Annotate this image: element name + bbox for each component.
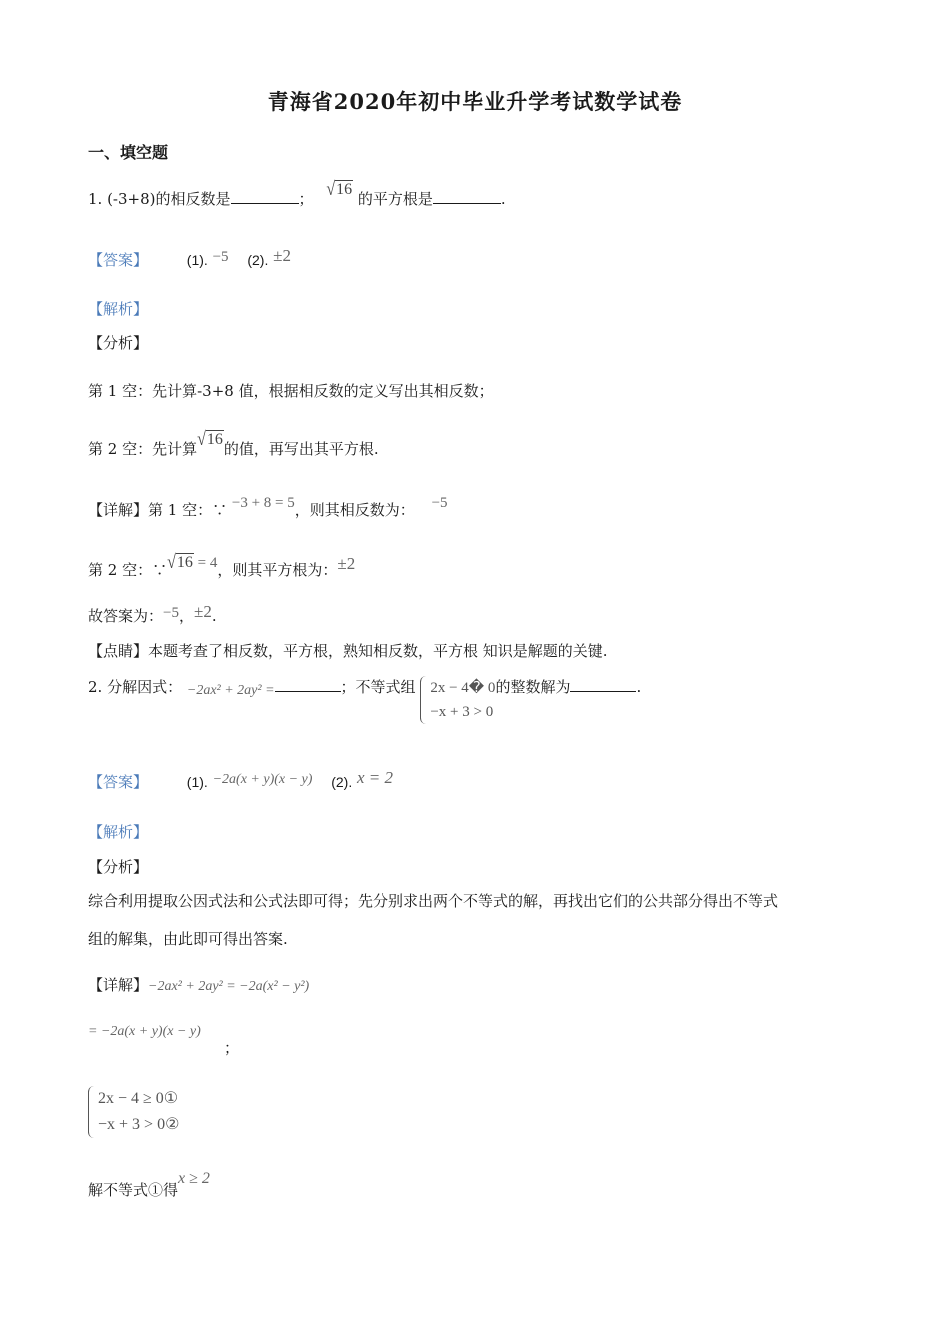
detail1-mid: ，则其相反数为： (294, 501, 415, 519)
q1-detail-1 (88, 495, 448, 521)
q1-step-2 (88, 429, 379, 460)
detail2-equation: = 4 (193, 555, 218, 571)
answer-label: 【答案】 (88, 251, 149, 269)
q1-step-1: 第 1 空：先计算-3+8 值，根据相反数的定义写出其相反数； (88, 382, 494, 400)
detail2-prefix: 第 2 空：∵ (88, 561, 168, 579)
sqrt-expression: √16 (167, 552, 193, 573)
answer-blank (433, 189, 501, 204)
detail-semicolon: ； (224, 1039, 240, 1057)
inequality-system (420, 676, 495, 724)
detail2-mid: ，则其平方根为： (217, 561, 338, 579)
answer-2-value: x = 2 (357, 768, 394, 787)
jiexi-label: 【解析】 (88, 823, 149, 841)
q1-sep: ； (298, 190, 314, 208)
final-end: . (211, 607, 217, 625)
detail-expression: −2ax² + 2ay² = −2a(x² − y²) (148, 979, 310, 994)
q2-solve-line (88, 1170, 210, 1201)
solve-value: x ≥ 2 (178, 1170, 210, 1187)
answer-2-value: ±2 (273, 246, 291, 265)
q1-final-answer (88, 602, 217, 627)
q1-end: . (500, 190, 506, 208)
sqrt-expression: √16 (326, 179, 353, 200)
q2-analysis-line-1: 综合利用提取公因式法和公式法即可得；先分别求出两个不等式的解，再找出它们的公共部分得出不等式 (88, 892, 779, 910)
jiexi-label: 【解析】 (88, 300, 149, 318)
q2-detail-2 (88, 1020, 201, 1042)
q2-analysis-line-2: 组的解集，由此即可得出答案. (88, 930, 288, 948)
q2-answer-line (88, 768, 394, 794)
final-sep: ， (178, 607, 194, 625)
q1-prefix: 1. (-3+8)的相反数是 (88, 190, 231, 208)
fenxi-label: 【分析】 (88, 334, 149, 352)
q2-mid: 的整数解为 (495, 678, 571, 696)
detail-label: 【详解】 (88, 501, 149, 519)
document-title: 青海省2020年初中毕业升学考试数学试卷 (267, 89, 683, 114)
inequality-2: −x + 3 > 0 (430, 704, 494, 720)
q2-sep: ；不等式组 (340, 678, 416, 696)
inequality-system-labeled (88, 1086, 179, 1138)
answer-1-value: −2a(x + y)(x − y) (212, 772, 313, 787)
detail-label: 【详解】 (88, 976, 149, 994)
q1-detail-2 (88, 552, 356, 581)
q1-answer-line (88, 246, 291, 271)
final-b: ±2 (194, 602, 212, 621)
question-2 (88, 676, 641, 724)
answer-1-label: (1). (186, 774, 208, 790)
detail-expression-2: = −2a(x + y)(x − y) (88, 1024, 201, 1039)
step2-prefix: 第 2 空：先计算 (88, 440, 198, 458)
dianjing-label: 【点睛】 (88, 642, 149, 660)
answer-blank (275, 677, 341, 692)
step2-suffix: 的值，再写出其平方根. (223, 440, 379, 458)
inequality-1-labeled: 2x − 4 ≥ 0① (98, 1090, 179, 1107)
section-heading: 一、填空题 (88, 143, 169, 162)
detail2-value: ±2 (337, 554, 356, 573)
q1-dianjing (88, 641, 608, 661)
final-a: −5 (163, 605, 179, 621)
answer-blank (570, 677, 636, 692)
answer-label: 【答案】 (88, 773, 149, 791)
answer-2-label: (2). (247, 252, 269, 268)
detail1-value: −5 (431, 495, 448, 511)
q2-expression: −2ax² + 2ay² = (186, 683, 275, 698)
fenxi-label: 【分析】 (88, 858, 149, 876)
sqrt-expression: √16 (197, 429, 223, 450)
q2-detail-1 (88, 975, 309, 997)
inequality-2-labeled: −x + 3 > 0② (98, 1116, 180, 1133)
question-1 (88, 179, 506, 210)
q2-end: . (636, 678, 642, 696)
answer-2-label: (2). (331, 774, 353, 790)
q2-inequality-system-labeled (88, 1086, 179, 1138)
q2-prefix: 2. 分解因式： (88, 678, 183, 696)
detail1-prefix: 第 1 空：∵ (148, 501, 228, 519)
answer-blank (231, 189, 299, 204)
final-prefix: 故答案为： (88, 607, 164, 625)
answer-1-label: (1). (186, 252, 208, 268)
solve-prefix: 解不等式①得 (88, 1181, 179, 1199)
answer-1-value: −5 (212, 249, 229, 265)
inequality-1: 2x − 4� 0 (430, 680, 496, 696)
q1-mid: 的平方根是 (357, 190, 433, 208)
dianjing-text: 本题考查了相反数，平方根，熟知相反数，平方根 知识是解题的关键. (148, 642, 608, 660)
detail1-expression: −3 + 8 = 5 (231, 495, 295, 511)
